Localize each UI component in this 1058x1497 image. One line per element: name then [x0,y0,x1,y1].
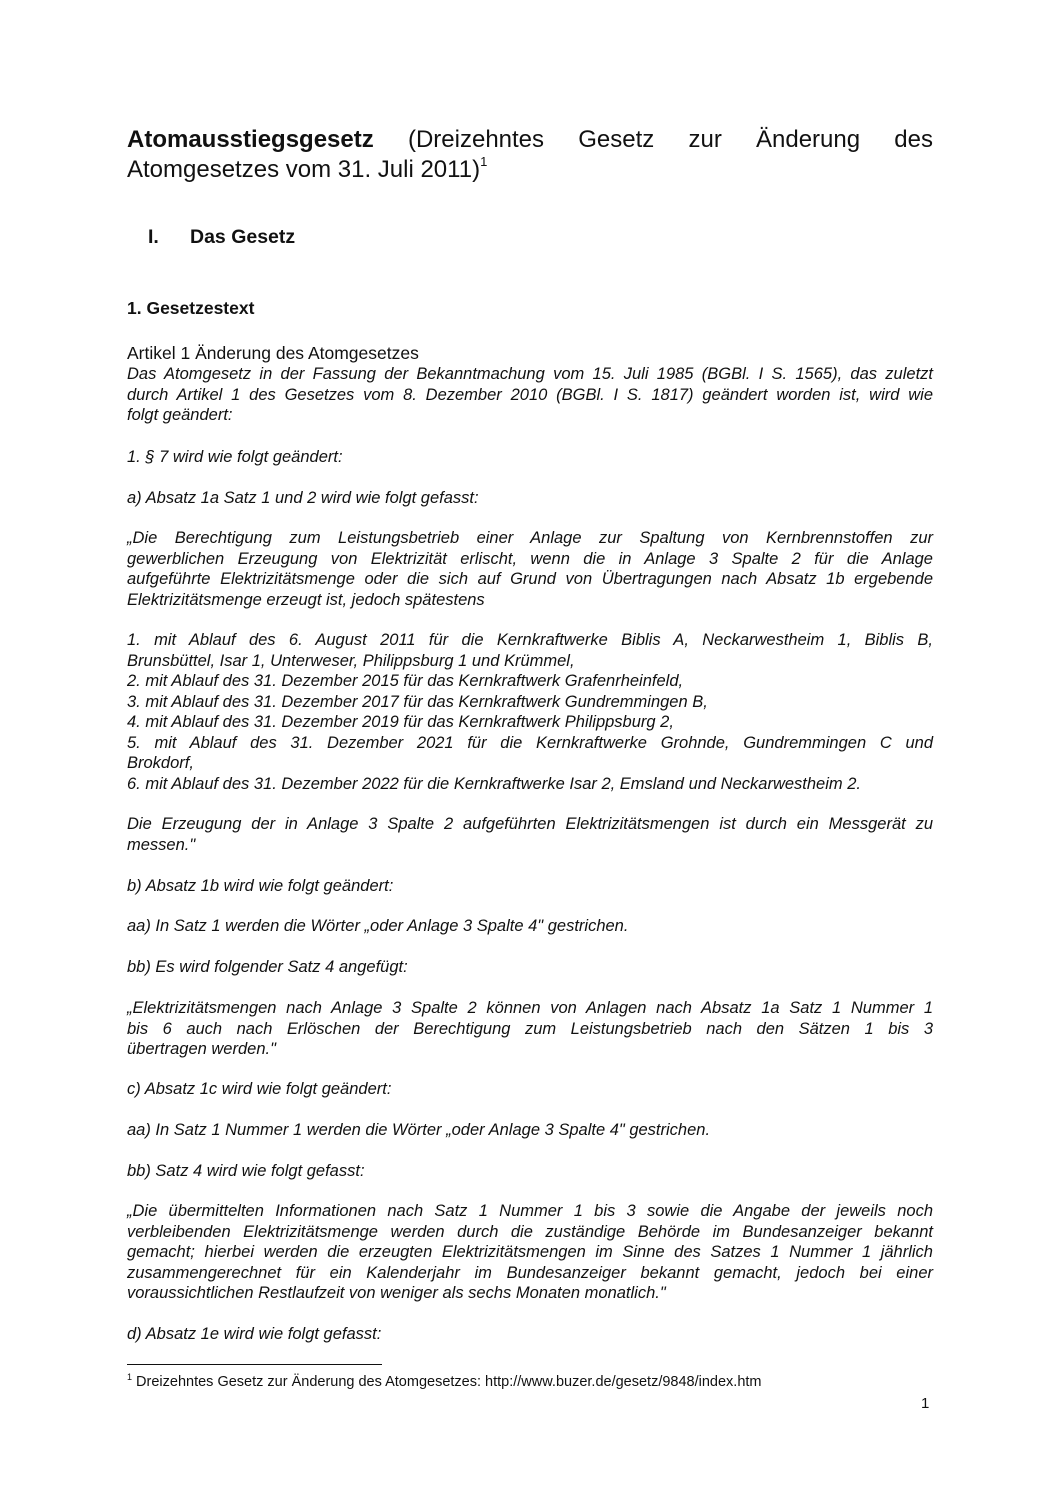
paragraph-2: a) Absatz 1a Satz 1 und 2 wird wie folgt gefasst: [127,489,479,507]
text-line: übertragen werden." [127,1040,276,1058]
footnote [127,1374,762,1390]
footnote-number: 1 [127,1372,133,1382]
text-line: bis 6 auch nach Erlöschen der Berechtigung zum Leistungsbetrieb nach den Sätzen 1 bis 3 [127,1019,933,1038]
list-line: 4. mit Ablauf des 31. Dezember 2019 für das Kernkraftwerk Philippsburg 2, [127,713,674,731]
text-line: „Die übermittelten Informationen nach Satz 1 Nummer 1 bis 3 sowie die Angabe der jeweils noch [127,1202,933,1220]
page-number: 1 [921,1395,930,1412]
paragraph-4-list [127,630,933,794]
text-line: folgt geändert: [127,406,233,424]
document-title [127,125,933,185]
list-line: 6. mit Ablauf des 31. Dezember 2022 für die Kernkraftwerke Isar 2, Emsland und Neckarwestheim 2. [127,774,861,793]
section-title: Das Gesetz [190,226,296,248]
list-line: Brokdorf, [127,754,194,772]
article-heading: Artikel 1 Änderung des Atomgesetzes [127,343,419,363]
text-line: durch Artikel 1 des Gesetzes vom 8. Dezember 2010 (BGBl. I S. 1817) geändert worden ist, wird wie [127,385,933,404]
title-line-1 [127,125,933,155]
paragraph-14: d) Absatz 1e wird wie folgt gefasst: [127,1325,382,1343]
title-line1-rest: (Dreizehntes Gesetz zur Änderung des [407,126,933,153]
text-line: Die Erzeugung der in Anlage 3 Spalte 2 aufgeführten Elektrizitätsmengen ist durch ein Messgerät zu [127,815,933,833]
section-heading [127,226,933,252]
title-line-2 [127,155,933,185]
paragraph-10: c) Absatz 1c wird wie folgt geändert: [127,1080,392,1098]
subsection-heading: 1. Gesetzestext [127,298,255,318]
paragraph-9 [127,998,933,1060]
text-line: gemacht; hierbei werden die erzeugten Elektrizitätsmengen im Sinne des Satzes 1 Nummer 1 jährlich [127,1243,933,1261]
text-line: messen." [127,835,196,854]
paragraph-3 [127,528,933,610]
paragraph-12: bb) Satz 4 wird wie folgt gefasst: [127,1162,365,1180]
text-line: „Die Berechtigung zum Leistungsbetrieb einer Anlage zur Spaltung von Kernbrennstoffen zur [127,529,933,547]
paragraph-7: aa) In Satz 1 werden die Wörter „oder Anlage 3 Spalte 4" gestrichen. [127,917,629,935]
paragraph-8: bb) Es wird folgender Satz 4 angefügt: [127,958,408,976]
text-line: Elektrizitätsmenge erzeugt ist, jedoch spätestens [127,590,485,609]
paragraph-11: aa) In Satz 1 Nummer 1 werden die Wörter „oder Anlage 3 Spalte 4" gestrichen. [127,1121,711,1139]
paragraph-6: b) Absatz 1b wird wie folgt geändert: [127,877,394,895]
footnote-separator [127,1364,382,1365]
text-line: zusammengerechnet für ein Kalenderjahr im Bundesanzeiger bekannt gemacht, jedoch bei einer [127,1263,933,1282]
intro-paragraph [127,364,933,426]
footnote-text: Dreizehntes Gesetz zur Änderung des Atomgesetzes: http://www.buzer.de/gesetz/9848/index.htm [136,1374,762,1390]
text-line: verbleibenden Elektrizitätsmenge werden durch die zuständige Behörde im Bundesanzeiger bekannt [127,1222,933,1241]
footnote-ref: 1 [480,154,488,169]
title-line2: Atomgesetzes vom 31. Juli 2011) [127,156,481,183]
paragraph-5 [127,814,933,855]
text-line: voraussichtlichen Restlaufzeit von weniger als sechs Monaten monatlich." [127,1284,666,1302]
paragraph-13 [127,1201,933,1304]
list-line: 2. mit Ablauf des 31. Dezember 2015 für das Kernkraftwerk Grafenrheinfeld, [127,672,684,690]
section-number: I. [148,226,159,248]
list-line: Brunsbüttel, Isar 1, Unterweser, Philippsburg 1 und Krümmel, [127,651,575,670]
text-line: Das Atomgesetz in der Fassung der Bekanntmachung vom 15. Juli 1985 (BGBl. I S. 1565), das zuletzt [127,365,933,383]
text-line: gewerblichen Erzeugung von Elektrizität erlischt, wenn die in Anlage 3 Spalte 2 für die Anlage [127,549,933,568]
list-line: 3. mit Ablauf des 31. Dezember 2017 für das Kernkraftwerk Gundremmingen B, [127,692,708,711]
text-line: aufgeführte Elektrizitätsmenge oder die sich auf Grund von Übertragungen nach Absatz 1b ergebende [127,570,933,588]
title-bold: Atomausstiegsgesetz [127,126,374,153]
paragraph-1: 1. § 7 wird wie folgt geändert: [127,448,343,466]
list-line: 1. mit Ablauf des 6. August 2011 für die Kernkraftwerke Biblis A, Neckarwestheim 1, Biblis B, [127,631,933,649]
list-line: 5. mit Ablauf des 31. Dezember 2021 für die Kernkraftwerke Grohnde, Gundremmingen C und [127,733,933,752]
text-line: „Elektrizitätsmengen nach Anlage 3 Spalte 2 können von Anlagen nach Absatz 1a Satz 1 Nummer 1 [127,999,933,1017]
